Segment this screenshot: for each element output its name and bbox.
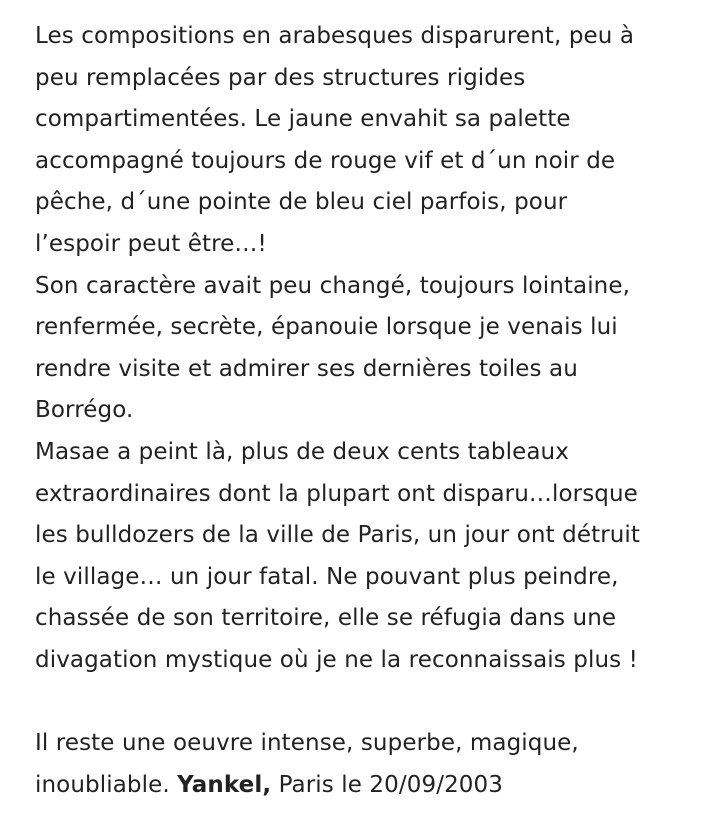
text-line: les bulldozers de la ville de Paris, un jour ont détruit (35, 522, 641, 549)
document-body (35, 16, 705, 806)
text-line: renfermée, secrète, épanouie lorsque je venais lui (35, 314, 618, 341)
closing-prefix: inoubliable. (35, 771, 178, 798)
text-line: chassée de son territoire, elle se réfugia dans une (35, 605, 617, 632)
closing-paragraph (35, 723, 705, 806)
text-line: le village… un jour fatal. Ne pouvant plus peindre, (35, 563, 619, 590)
signature-line (35, 765, 705, 807)
text-line: extraordinaires dont la plupart ont disparu…lorsque (35, 480, 638, 507)
text-line: Masae a peint là, plus de deux cents tableaux (35, 438, 569, 465)
paragraph-gap (35, 682, 705, 724)
closing-place-date: Paris le 20/09/2003 (271, 771, 504, 798)
text-line: Borrégo. (35, 397, 134, 424)
text-line: pêche, d´une pointe de bleu ciel parfois, pour (35, 189, 568, 216)
text-line: compartimentées. Le jaune envahit sa palette (35, 106, 571, 133)
text-line: divagation mystique où je ne la reconnaissais plus ! (35, 646, 638, 673)
text-line: accompagné toujours de rouge vif et d´un noir de (35, 147, 616, 174)
paragraph-arabesques (35, 16, 705, 266)
text-line: Il reste une oeuvre intense, superbe, magique, (35, 730, 579, 757)
author-name: Yankel, (177, 771, 272, 798)
text-line: rendre visite et admirer ses dernières toiles au (35, 355, 578, 382)
text-line: l’espoir peut être…! (35, 230, 267, 257)
text-line: Son caractère avait peu changé, toujours lointaine, (35, 272, 631, 299)
paragraph-character (35, 266, 705, 432)
text-line: peu remplacées par des structures rigides (35, 64, 526, 91)
paragraph-paintings (35, 432, 705, 682)
text-line: Les compositions en arabesques disparurent, peu à (35, 23, 635, 49)
